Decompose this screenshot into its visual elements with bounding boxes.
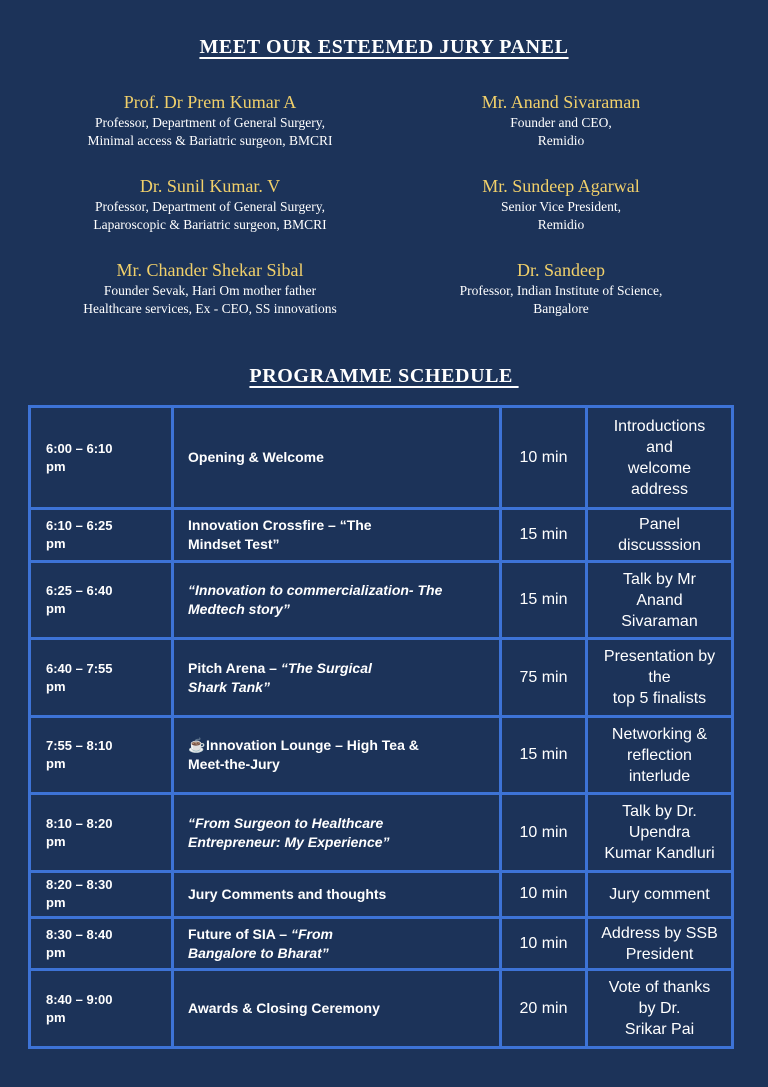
session-title: Mindset Test” bbox=[188, 536, 280, 553]
jury-member bbox=[396, 90, 726, 174]
jury-member-role: Bangalore bbox=[533, 301, 589, 316]
session-title: Medtech story” bbox=[188, 601, 290, 618]
session-title-italic: “The Surgical bbox=[280, 659, 372, 676]
session-title: Awards & Closing Ceremony bbox=[188, 1000, 380, 1017]
session-title-plain: Future of SIA – bbox=[188, 925, 291, 942]
session-title: “From Surgeon to Healthcare bbox=[188, 814, 384, 831]
time-range: 8:30 – 8:40 bbox=[46, 926, 113, 942]
session-cell bbox=[173, 970, 501, 1048]
jury-member-role: Founder and CEO, bbox=[510, 115, 612, 130]
time-cell bbox=[30, 871, 173, 917]
time-cell bbox=[30, 970, 173, 1048]
notes-cell bbox=[587, 561, 733, 638]
time-suffix: pm bbox=[46, 1009, 66, 1025]
session-title: Entrepreneur: My Experience” bbox=[188, 833, 390, 850]
notes-text: Vote of thanks by Dr. bbox=[608, 979, 711, 1018]
jury-member-name: Mr. Anand Sivaraman bbox=[481, 92, 641, 112]
notes-cell bbox=[587, 509, 733, 562]
jury-panel-title: MEET OUR ESTEEMED JURY PANEL bbox=[199, 36, 569, 58]
jury-member-role: Laparoscopic & Bariatric surgeon, BMCRI bbox=[93, 217, 327, 232]
session-title: Shark Tank” bbox=[188, 678, 270, 695]
duration-cell: 15 min bbox=[501, 509, 587, 562]
jury-member-name: Dr. Sunil Kumar. V bbox=[139, 176, 281, 196]
session-title: Innovation Crossfire – “The bbox=[188, 517, 372, 534]
session-title: Meet-the-Jury bbox=[188, 756, 280, 773]
session-cell bbox=[173, 407, 501, 509]
notes-text: Introductions and bbox=[613, 417, 706, 456]
time-cell bbox=[30, 716, 173, 793]
jury-member-role: Founder Sevak, Hari Om mother father bbox=[103, 283, 317, 298]
time-range: 8:20 – 8:30 bbox=[46, 877, 113, 893]
session-title-text: Innovation Lounge – High Tea & bbox=[206, 737, 419, 754]
schedule-row bbox=[30, 561, 733, 638]
time-suffix: pm bbox=[46, 458, 66, 474]
jury-column-left bbox=[45, 90, 375, 342]
session-title: “Innovation to commercialization- The bbox=[188, 582, 443, 599]
time-suffix: pm bbox=[46, 678, 66, 694]
schedule-row bbox=[30, 509, 733, 562]
jury-member bbox=[396, 258, 726, 342]
session-cell bbox=[173, 794, 501, 871]
notes-cell bbox=[587, 970, 733, 1048]
session-cell bbox=[173, 917, 501, 970]
schedule-row bbox=[30, 407, 733, 509]
jury-member-role: Professor, Department of General Surgery, bbox=[94, 115, 325, 130]
time-suffix: pm bbox=[46, 601, 66, 617]
notes-text: reflection interlude bbox=[627, 746, 692, 785]
time-range: 6:40 – 7:55 bbox=[46, 660, 113, 676]
notes-cell bbox=[587, 407, 733, 509]
duration-cell: 15 min bbox=[501, 561, 587, 638]
notes-cell bbox=[587, 871, 733, 917]
jury-column-right bbox=[396, 90, 726, 342]
jury-member-role: Senior Vice President, bbox=[500, 199, 622, 214]
notes-cell bbox=[587, 639, 733, 716]
schedule-row bbox=[30, 871, 733, 917]
session-cell bbox=[173, 561, 501, 638]
time-range: 8:40 – 9:00 bbox=[46, 991, 113, 1007]
session-cell bbox=[173, 716, 501, 793]
jury-member-role: Professor, Department of General Surgery, bbox=[94, 199, 325, 214]
time-range: 8:10 – 8:20 bbox=[46, 815, 113, 831]
time-cell bbox=[30, 917, 173, 970]
jury-member-role: Professor, Indian Institute of Science, bbox=[459, 283, 663, 298]
programme-schedule-title: PROGRAMME SCHEDULE bbox=[249, 365, 519, 387]
jury-member-role: Healthcare services, Ex - CEO, SS innovations bbox=[83, 301, 337, 316]
jury-member-name: Prof. Dr Prem Kumar A bbox=[123, 92, 297, 112]
jury-member-name: Dr. Sandeep bbox=[517, 260, 605, 280]
duration-cell: 10 min bbox=[501, 794, 587, 871]
notes-text: Sivaraman bbox=[621, 612, 698, 630]
notes-text: President bbox=[625, 945, 694, 963]
jury-member-role: Minimal access & Bariatric surgeon, BMCRI bbox=[87, 133, 333, 148]
jury-member bbox=[396, 174, 726, 258]
time-suffix: pm bbox=[46, 895, 66, 911]
duration-cell: 10 min bbox=[501, 917, 587, 970]
jury-member-role: Remidio bbox=[537, 133, 585, 148]
time-range: 6:00 – 6:10 bbox=[46, 440, 113, 456]
session-title-plain: Pitch Arena – bbox=[188, 659, 281, 676]
duration-cell: 15 min bbox=[501, 716, 587, 793]
session-title bbox=[188, 736, 491, 755]
schedule-row bbox=[30, 794, 733, 871]
time-cell bbox=[30, 407, 173, 509]
duration-cell: 10 min bbox=[501, 871, 587, 917]
time-cell bbox=[30, 794, 173, 871]
session-title: Opening & Welcome bbox=[188, 449, 324, 466]
time-suffix: pm bbox=[46, 756, 66, 772]
session-cell bbox=[173, 509, 501, 562]
notes-text: Talk by Mr Anand bbox=[623, 570, 696, 609]
session-cell bbox=[173, 639, 501, 716]
schedule-table bbox=[28, 405, 734, 1049]
jury-member-name: Mr. Chander Shekar Sibal bbox=[116, 260, 304, 280]
jury-member bbox=[45, 174, 375, 258]
schedule-row bbox=[30, 639, 733, 716]
session-cell bbox=[173, 871, 501, 917]
notes-cell bbox=[587, 716, 733, 793]
schedule-row bbox=[30, 970, 733, 1048]
time-range: 6:10 – 6:25 bbox=[46, 518, 113, 534]
notes-text: Srikar Pai bbox=[624, 1021, 695, 1039]
notes-text: Talk by Dr. Upendra bbox=[622, 803, 697, 842]
jury-member bbox=[45, 90, 375, 174]
time-suffix: pm bbox=[46, 944, 66, 960]
notes-text: top 5 finalists bbox=[612, 690, 707, 708]
notes-text: Jury comment bbox=[609, 885, 710, 903]
jury-member bbox=[45, 258, 375, 342]
duration-cell: 10 min bbox=[501, 407, 587, 509]
time-suffix: pm bbox=[46, 833, 66, 849]
session-title bbox=[188, 925, 491, 944]
time-cell bbox=[30, 639, 173, 716]
time-range: 7:55 – 8:10 bbox=[46, 738, 113, 754]
notes-text: Networking & bbox=[611, 725, 708, 743]
notes-text: Panel discusssion bbox=[618, 516, 701, 555]
jury-member-role: Remidio bbox=[537, 217, 585, 232]
time-cell bbox=[30, 509, 173, 562]
tea-cup-icon: ☕ bbox=[188, 737, 206, 754]
time-suffix: pm bbox=[46, 536, 66, 552]
notes-text: Address by SSB bbox=[601, 924, 718, 942]
session-title bbox=[188, 659, 491, 678]
jury-member-name: Mr. Sundeep Agarwal bbox=[482, 176, 640, 196]
session-title: Bangalore to Bharat” bbox=[188, 944, 329, 961]
session-title: Jury Comments and thoughts bbox=[188, 885, 387, 902]
session-title-italic: “From bbox=[290, 925, 333, 942]
notes-cell bbox=[587, 917, 733, 970]
notes-cell bbox=[587, 794, 733, 871]
notes-text: Presentation by the bbox=[603, 648, 716, 687]
duration-cell: 75 min bbox=[501, 639, 587, 716]
time-cell bbox=[30, 561, 173, 638]
schedule-row bbox=[30, 716, 733, 793]
notes-text: Kumar Kandluri bbox=[604, 845, 715, 863]
notes-text: welcome address bbox=[627, 459, 692, 498]
time-range: 6:25 – 6:40 bbox=[46, 583, 113, 599]
duration-cell: 20 min bbox=[501, 970, 587, 1048]
schedule-row bbox=[30, 917, 733, 970]
